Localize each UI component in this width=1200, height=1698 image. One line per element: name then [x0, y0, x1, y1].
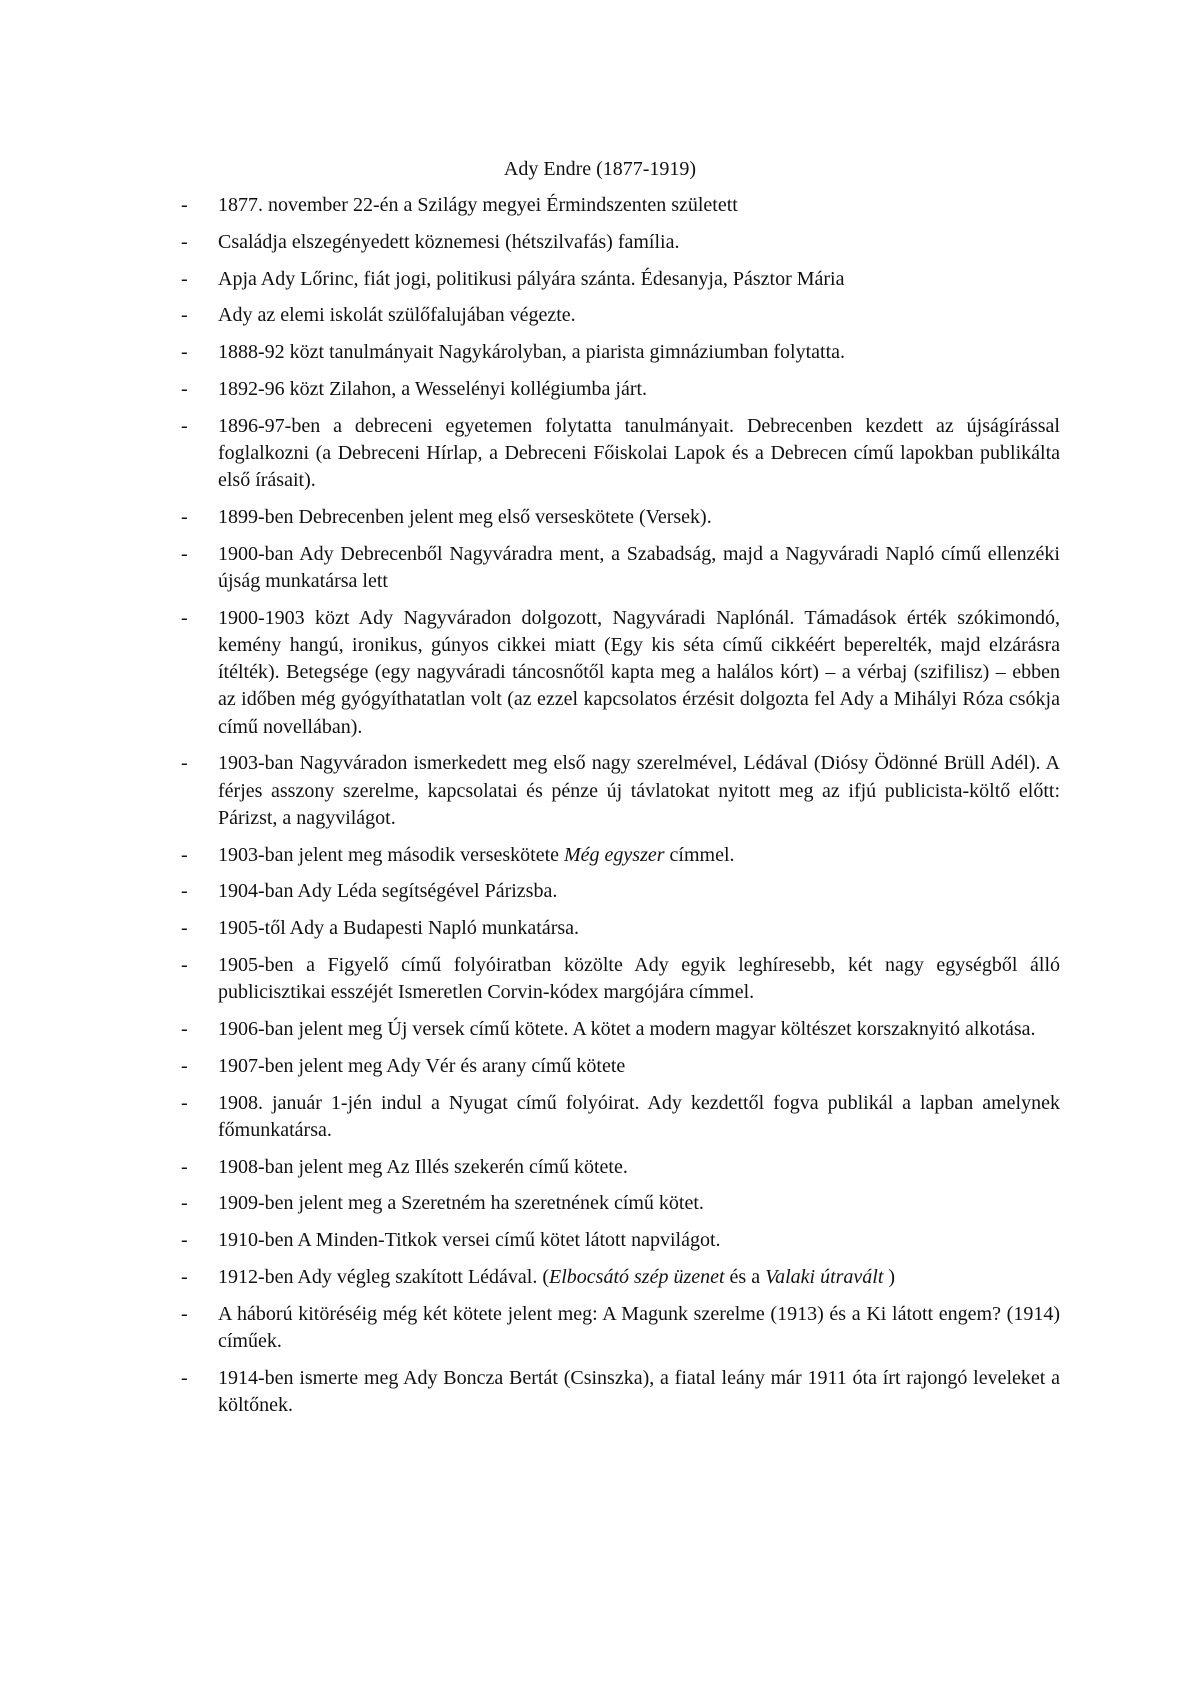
bullet-dash: -: [181, 917, 188, 940]
text-run: címmel.: [664, 843, 735, 866]
list-item-text: [218, 378, 647, 400]
list-item: [178, 302, 1060, 329]
bullet-dash: -: [181, 752, 188, 775]
list-item-text: [218, 231, 679, 253]
text-run: és a: [724, 1265, 766, 1288]
text-run: 1912-ben Ady végleg szakított Lédával. (: [218, 1265, 550, 1288]
list-item-text: [218, 268, 845, 290]
italic-title-text: Még egyszer: [564, 843, 665, 866]
list-item: [178, 376, 1060, 403]
timeline-list: [178, 192, 1060, 1419]
list-item-text: [218, 1055, 625, 1077]
bullet-dash: -: [181, 843, 188, 866]
text-run: A háború kitöréséig még két kötete jelent meg: A Magunk szerelme (1913) és a Ki látott engem? (1914) címűek.: [218, 1302, 1060, 1352]
list-item: [178, 605, 1060, 741]
bullet-dash: -: [181, 1229, 188, 1252]
text-run: Ady az elemi iskolát szülőfalujában végezte.: [218, 304, 576, 327]
bullet-dash: -: [181, 606, 188, 629]
bullet-dash: -: [181, 230, 188, 253]
list-item: [178, 192, 1060, 219]
text-run: ): [883, 1265, 896, 1288]
list-item: [178, 750, 1060, 832]
text-run: Családja elszegényedett köznemesi (hétszilvafás) família.: [218, 230, 680, 253]
bullet-dash: -: [181, 953, 188, 976]
list-item-text: [218, 880, 557, 902]
list-item-text: [218, 752, 1060, 828]
text-run: 1910-ben A Minden-Titkok versei című kötet látott napvilágot.: [218, 1229, 721, 1252]
list-item-text: [218, 607, 1060, 738]
list-item-text: [218, 304, 576, 326]
list-item: [178, 952, 1060, 1006]
list-item-text: [218, 1192, 704, 1214]
text-run: 1908. január 1-jén indul a Nyugat című folyóirat. Ady kezdettől fogva publikál a lapban amelynek főmunkatársa.: [218, 1091, 1060, 1141]
text-run: 1903-ban jelent meg második verseskötete: [218, 843, 565, 866]
list-item: [178, 504, 1060, 531]
list-item-text: [218, 1092, 1060, 1141]
text-run: 1899-ben Debrecenben jelent meg első verseskötete (Versek).: [218, 505, 712, 528]
bullet-dash: -: [181, 267, 188, 290]
list-item: [178, 1264, 1060, 1291]
list-item-text: [218, 543, 1060, 592]
list-item: [178, 229, 1060, 256]
list-item: [178, 266, 1060, 293]
list-item-text: [218, 506, 712, 528]
bullet-dash: -: [181, 542, 188, 565]
list-item-text: [218, 1156, 628, 1178]
list-item-text: [218, 194, 738, 216]
list-item-text: [218, 954, 1060, 1003]
list-item: [178, 878, 1060, 905]
text-run: 1877. november 22-én a Szilágy megyei Érmindszenten született: [218, 194, 738, 216]
text-run: 1900-1903 közt Ady Nagyváradon dolgozott, Nagyváradi Naplónál. Támadások érték szókimondó, kemény hangú, ironikus, gúnyos cikkei miatt (Egy kis séta című cikkéért beperelték, majd elzárásra ítélték). Betegsége (egy nagyváradi táncosnőtől kapta meg a halálos kórt) – a vérbaj (szifilisz) – ebben az időben még gyógyíthatatlan volt (az ezzel kapcsolatos érzésit dolgozta fel Ady a Mihályi Róza csókja című novellában).: [218, 606, 1060, 738]
italic-title-text: Elbocsátó szép üzenet: [549, 1265, 725, 1288]
bullet-dash: -: [181, 880, 188, 903]
bullet-dash: -: [181, 377, 188, 400]
bullet-dash: -: [181, 1155, 188, 1178]
text-run: 1914-ben ismerte meg Ady Boncza Bertát (Csinszka), a fiatal leány már 1911 óta írt rajongó leveleket a költőnek.: [218, 1366, 1060, 1416]
list-item-text: [218, 415, 1060, 491]
bullet-dash: -: [181, 1054, 188, 1077]
list-item: [178, 541, 1060, 595]
list-item: [178, 1301, 1060, 1355]
text-run: 1904-ban Ady Léda segítségével Párizsba.: [218, 880, 558, 903]
text-run: 1908-ban jelent meg Az Illés szekerén című kötete.: [218, 1155, 628, 1178]
bullet-dash: -: [181, 505, 188, 528]
bullet-dash: -: [181, 1366, 188, 1389]
text-run: 1888-92 közt tanulmányait Nagykárolyban, a piarista gimnáziumban folytatta.: [218, 341, 846, 364]
list-item-text: [218, 917, 579, 939]
list-item: [178, 1365, 1060, 1419]
list-item: [178, 1090, 1060, 1144]
list-item: [178, 339, 1060, 366]
text-run: 1907-ben jelent meg Ady Vér és arany című kötete: [218, 1054, 626, 1077]
text-run: 1909-ben jelent meg a Szeretném ha szeretnének című kötet.: [218, 1192, 704, 1215]
bullet-dash: -: [181, 414, 188, 437]
list-item-text: [218, 1303, 1060, 1352]
list-item: [178, 915, 1060, 942]
list-item: [178, 1016, 1060, 1043]
bullet-dash: -: [181, 1265, 188, 1288]
list-item: [178, 1227, 1060, 1254]
list-item: [178, 413, 1060, 495]
list-item-text: [218, 1229, 721, 1251]
text-run: Apja Ady Lőrinc, fiát jogi, politikusi pályára szánta. Édesanyja, Pásztor Mária: [218, 267, 845, 290]
document-title: Ady Endre (1877-1919): [503, 158, 697, 180]
list-item-text: [218, 341, 845, 363]
bullet-dash: -: [181, 341, 188, 364]
text-run: 1900-ban Ady Debrecenből Nagyváradra ment, a Szabadság, majd a Nagyváradi Napló című ellenzéki újság munkatársa lett: [218, 542, 1060, 592]
list-item: [178, 1154, 1060, 1181]
list-item: [178, 842, 1060, 869]
bullet-dash: -: [181, 1091, 188, 1114]
bullet-dash: -: [181, 194, 188, 216]
text-run: 1905-ben a Figyelő című folyóiratban közölte Ady egyik leghíresebb, két nagy egységből álló publicisztikai esszéjét Ismeretlen Corvin-kódex margójára címmel.: [218, 953, 1060, 1004]
bullet-dash: -: [181, 1192, 188, 1215]
italic-title-text: Valaki útravált: [765, 1265, 884, 1288]
list-item-text: [218, 1367, 1060, 1416]
list-item: [178, 1190, 1060, 1217]
bullet-dash: -: [181, 1302, 188, 1325]
text-run: 1905-től Ady a Budapesti Napló munkatársa.: [218, 917, 580, 940]
list-item: [178, 1053, 1060, 1080]
text-run: 1892-96 közt Zilahon, a Wesselényi kollégiumba járt.: [218, 377, 648, 400]
list-item-text: [218, 844, 735, 866]
bullet-dash: -: [181, 1017, 188, 1040]
bullet-dash: -: [181, 304, 188, 327]
text-run: 1896-97-ben a debreceni egyetemen folytatta tanulmányait. Debrecenben kezdett az újságírással foglalkozni (a Debreceni Hírlap, a Debreceni Főiskolai Lapok és a Debrecen című lapokban publikálta első írásait).: [218, 414, 1060, 492]
text-run: 1903-ban Nagyváradon ismerkedett meg első nagy szerelmével, Lédával (Diósy Ödönné Brüll Adél). A férjes asszony szerelme, kapcsolatai és pénze új távlatokat nyitott meg az ifjú publicista-költő előtt: Párizst, a nagyvilágot.: [218, 752, 1060, 829]
list-item-text: [218, 1266, 895, 1288]
list-item-text: [218, 1018, 1036, 1040]
text-run: 1906-ban jelent meg Új versek című kötete. A kötet a modern magyar költészet korszaknyitó alkotása.: [218, 1017, 1036, 1040]
